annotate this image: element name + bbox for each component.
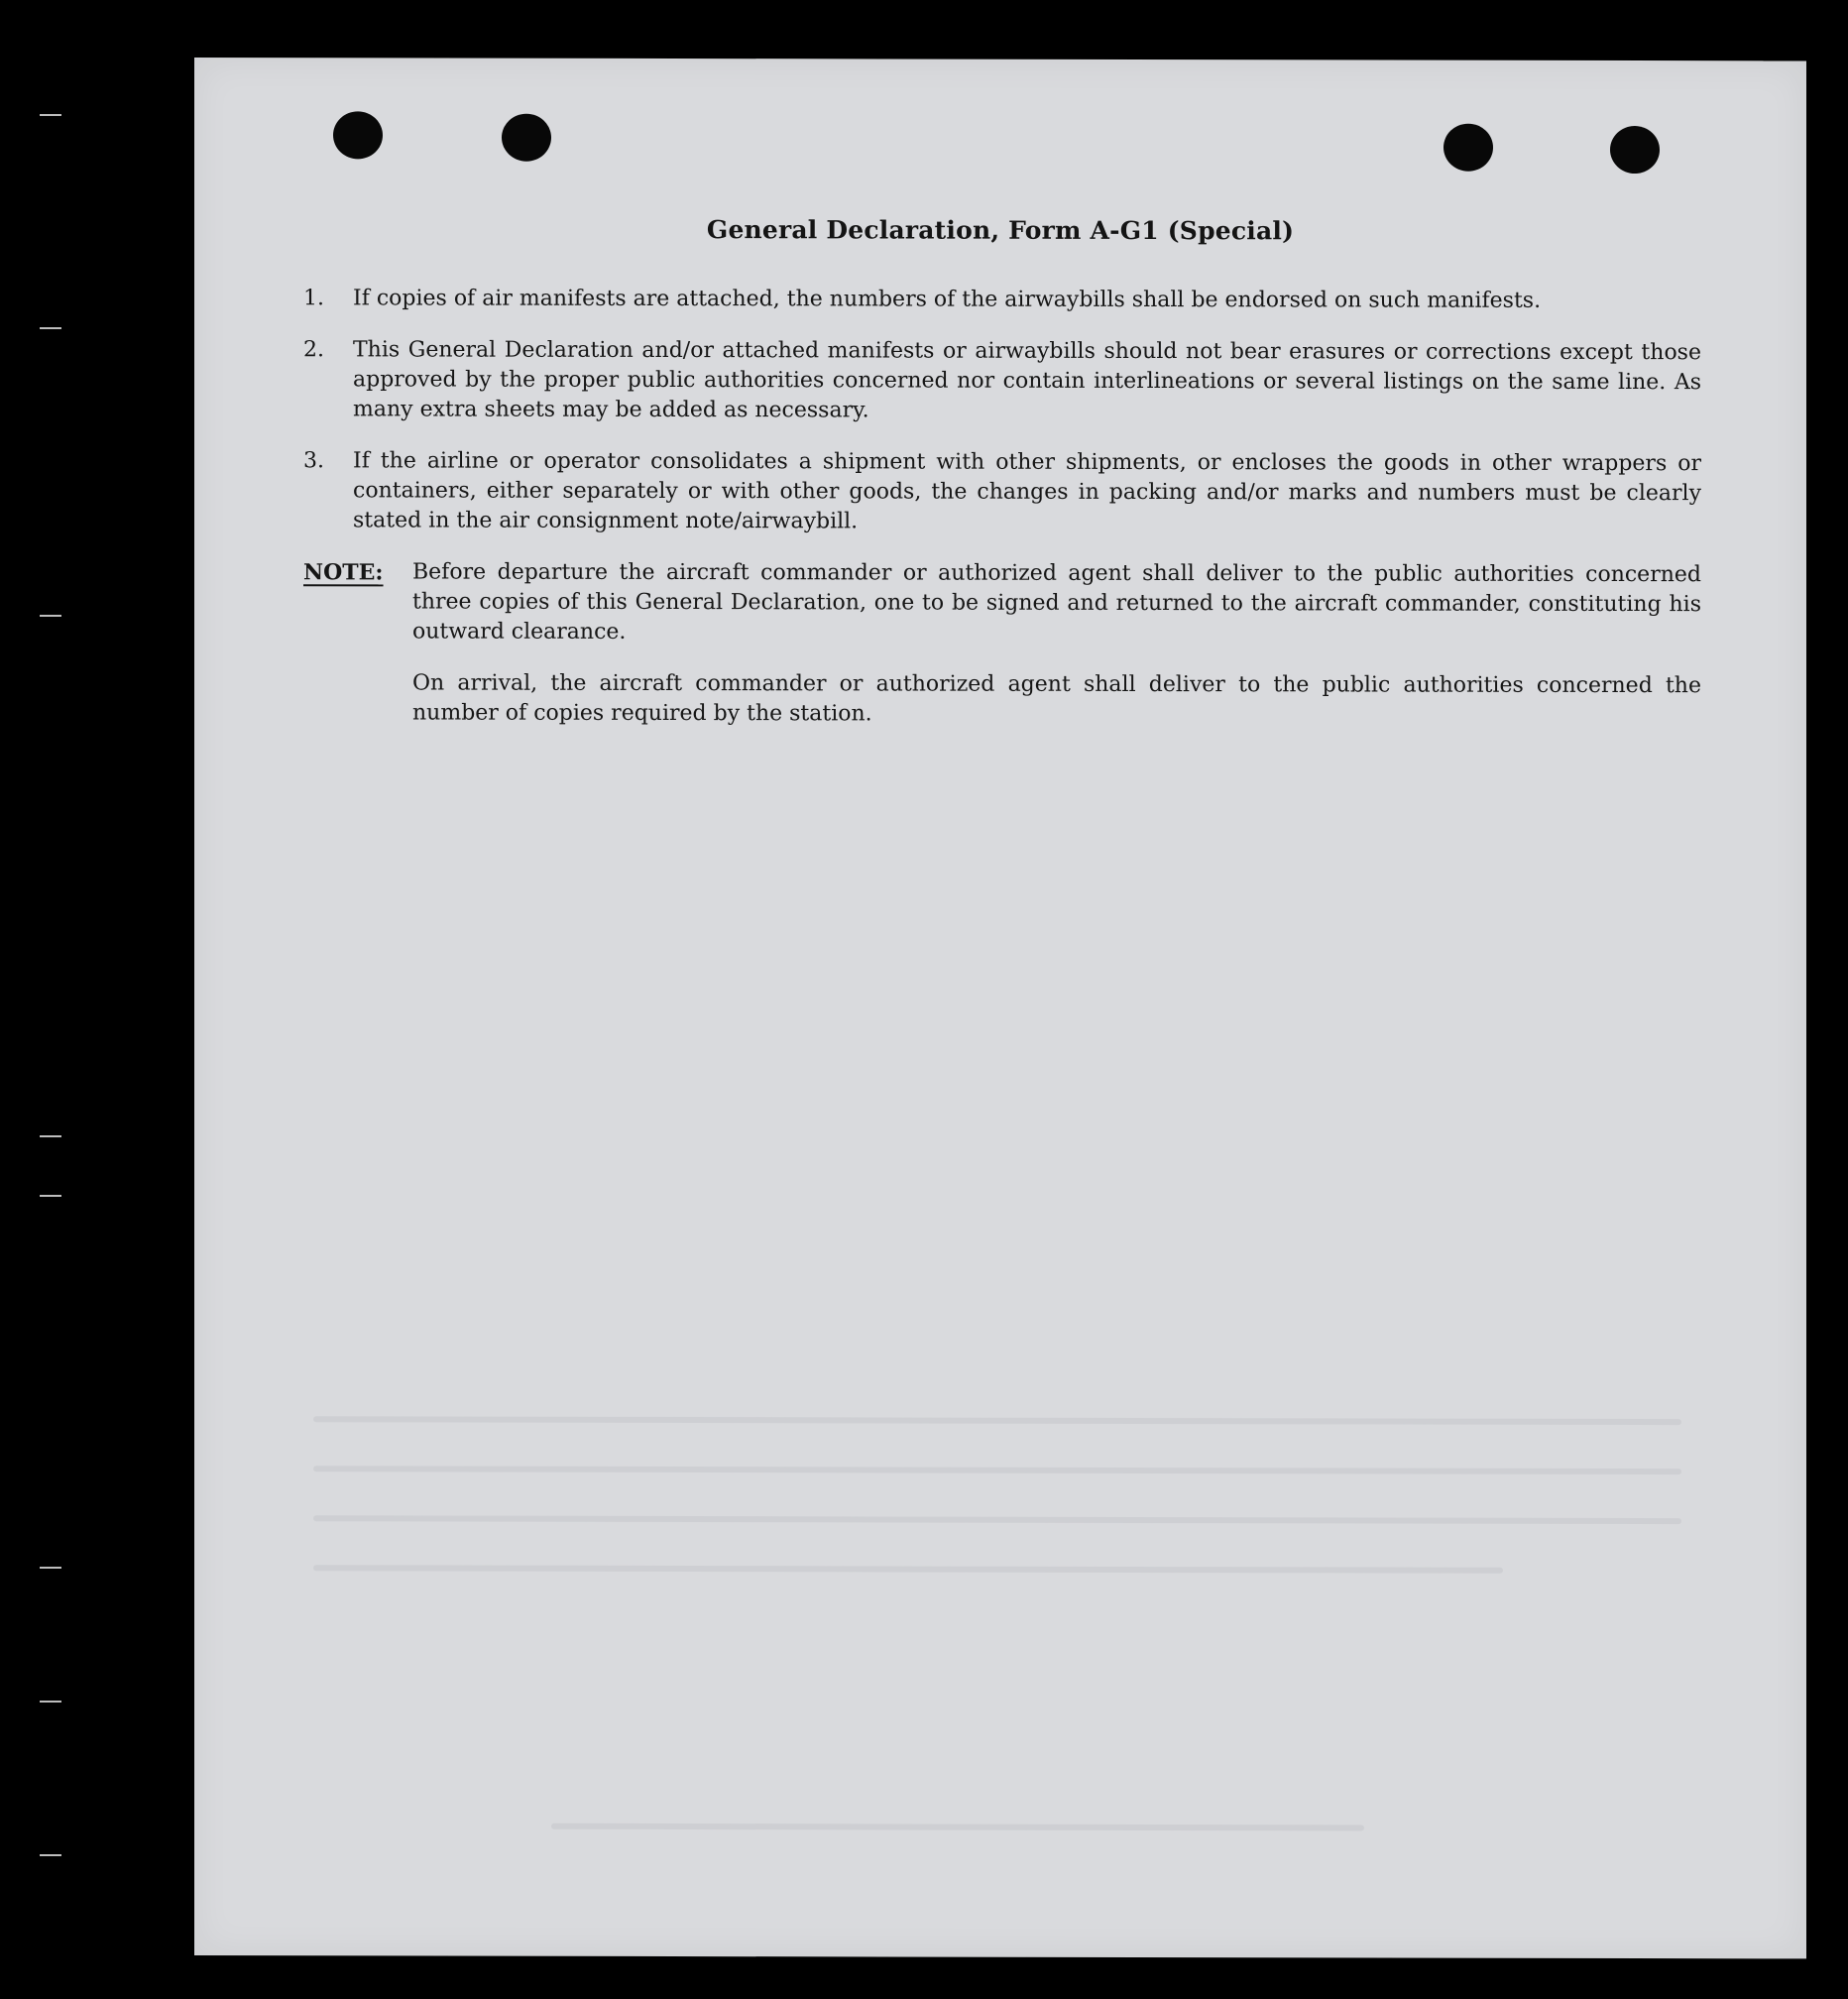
item-text: If the airline or operator consolidates a shipment with other shipments, or encloses the goods in other wrappers or containers, either separately or with other goods, the changes in packing and/or marks and numbers must be clearly stated in the air consignment note/airwaybill. xyxy=(353,448,1701,534)
punch-hole xyxy=(333,111,383,159)
scan-edge-mark xyxy=(40,1701,61,1703)
scan-edge-mark xyxy=(40,1195,61,1197)
bleed-through-line xyxy=(313,1565,1503,1574)
scan-edge-mark xyxy=(40,1567,61,1569)
scan-edge-mark xyxy=(40,1854,61,1856)
item-text: If copies of air manifests are attached, the numbers of the airwaybills shall be endorsed on such manifests. xyxy=(353,286,1542,313)
bleed-through-line xyxy=(313,1416,1681,1425)
scan-edge-mark xyxy=(40,114,61,116)
note-section xyxy=(303,557,1701,753)
list-item xyxy=(303,335,1701,427)
note-paragraph: Before departure the aircraft commander or authorized agent shall deliver to the public authorities concerned three copies of this General Declaration, one to be signed and returned to the aircraft commander, constituting his outward clearance. xyxy=(412,559,1701,645)
list-item xyxy=(303,446,1701,538)
bleed-through-line xyxy=(313,1466,1681,1474)
list-item xyxy=(303,284,1701,316)
item-number: 2. xyxy=(303,337,324,363)
document-title: General Declaration, Form A-G1 (Special) xyxy=(706,215,1295,246)
document-page xyxy=(194,58,1806,1958)
scan-edge-mark xyxy=(40,327,61,329)
bleed-through-line xyxy=(551,1823,1364,1831)
bleed-through-line xyxy=(313,1515,1681,1524)
punch-hole xyxy=(1610,126,1660,174)
item-number: 1. xyxy=(303,286,324,311)
note-label: NOTE: xyxy=(303,559,384,586)
punch-hole xyxy=(502,114,551,162)
punch-hole xyxy=(1444,124,1493,172)
instructions-list xyxy=(303,284,1701,753)
scan-edge-mark xyxy=(40,615,61,617)
note-paragraph: On arrival, the aircraft commander or authorized agent shall deliver to the public authorities concerned the number of copies required by the station. xyxy=(412,670,1701,727)
item-text: This General Declaration and/or attached manifests or airwaybills should not bear erasures or corrections except those approved by the proper public authorities concerned nor contain interlineations or several listings on the same line. As many extra sheets may be added as necessary. xyxy=(353,337,1701,423)
note-body xyxy=(412,557,1701,753)
item-number: 3. xyxy=(303,448,324,474)
scan-edge-mark xyxy=(40,1135,61,1137)
